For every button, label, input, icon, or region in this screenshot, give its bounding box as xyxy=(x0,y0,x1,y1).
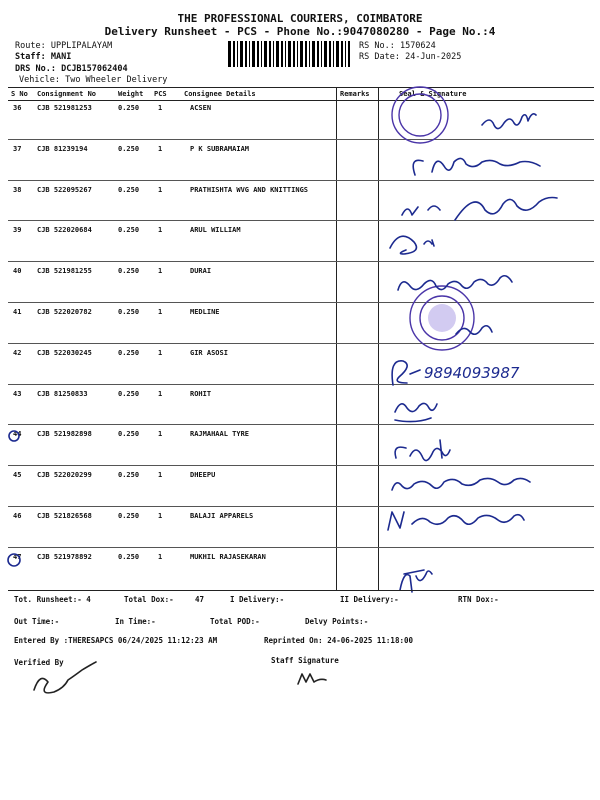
row-pcs: 1 xyxy=(158,104,163,112)
col-remarks: Remarks xyxy=(340,90,370,98)
rs-date-label: RS Date: xyxy=(359,52,400,62)
row-consignee: GIR ASOSI xyxy=(190,348,228,357)
row-consignee: ARUL WILLIAM xyxy=(190,226,241,235)
row-pcs: 1 xyxy=(158,389,163,398)
row-weight: 0.250 xyxy=(118,267,140,276)
signature-row-38 xyxy=(402,198,557,221)
row-consignment-no: CJB 81250833 xyxy=(37,389,88,398)
row-weight: 0.250 xyxy=(118,348,140,357)
ii-delivery: II Delivery:- xyxy=(340,595,399,604)
signature-row-44 xyxy=(395,440,450,461)
signature-row-39 xyxy=(390,236,434,254)
row-consignment-no: CJB 522020782 xyxy=(37,308,92,316)
row-weight: 0.250 xyxy=(118,430,140,439)
row-sno: 41 xyxy=(13,308,22,316)
row-sno: 40 xyxy=(13,267,22,276)
row-pcs: 1 xyxy=(158,267,163,276)
drs-value: DCJB157062404 xyxy=(61,64,128,74)
row-sno: 38 xyxy=(13,185,22,194)
col-pcs: PCS xyxy=(154,90,167,98)
row-consignment-no: CJB 521981253 xyxy=(37,104,92,112)
signature-row-37 xyxy=(413,158,540,175)
row-weight: 0.250 xyxy=(118,226,140,235)
signature-row-46 xyxy=(388,512,524,530)
staff-label: Staff: xyxy=(15,52,46,62)
row-pcs: 1 xyxy=(158,430,163,439)
total-dox-label: Total Dox:- xyxy=(124,595,174,604)
row-sno: 42 xyxy=(13,348,22,357)
row-weight: 0.250 xyxy=(118,104,140,112)
row-consignee: PRATHISHTA WVG AND KNITTINGS xyxy=(190,185,309,194)
rs-no-value: 1570624 xyxy=(399,41,436,51)
row-consignee: RAJMAHAAL TYRE xyxy=(190,430,250,439)
signature-row-40 xyxy=(398,276,512,290)
staff-signature: Staff Signature xyxy=(271,656,339,665)
col-consignee: Consignee Details xyxy=(184,90,256,98)
row-consignee: ACSEN xyxy=(190,104,212,112)
tot-runsheet: Tot. Runsheet:- 4 xyxy=(14,595,91,604)
row-pcs: 1 xyxy=(158,552,163,561)
row-consignee: BALAJI APPARELS xyxy=(190,512,254,520)
in-time: In Time:- xyxy=(115,617,156,626)
signature-row-42 xyxy=(392,361,420,385)
row-sno: 47 xyxy=(13,552,22,561)
seal-stamp-icon xyxy=(392,87,448,143)
row-sno: 37 xyxy=(13,144,22,153)
row-consignment-no: CJB 81239194 xyxy=(37,144,88,153)
row-weight: 0.250 xyxy=(118,512,140,520)
staff-value: MANI xyxy=(50,52,72,62)
rs-no-label: RS No.: xyxy=(359,41,395,51)
row-consignment-no: CJB 521978892 xyxy=(37,552,92,561)
handwritten-phone: 9894093987 xyxy=(424,364,520,382)
row-pcs: 1 xyxy=(158,185,163,194)
total-dox-value: 47 xyxy=(195,595,205,604)
row-pcs: 1 xyxy=(158,471,163,480)
row-sno: 44 xyxy=(13,430,22,439)
row-sno: 45 xyxy=(13,471,22,480)
signature-row-45 xyxy=(392,478,530,490)
tick-mark-row-47 xyxy=(8,554,20,566)
staff-signature-mark xyxy=(298,674,326,684)
row-consignment-no: CJB 522030245 xyxy=(37,348,92,357)
col-consignment: Consignment No xyxy=(37,90,97,98)
delvy-points: Delvy Points:- xyxy=(305,617,369,626)
row-consignment-no: CJB 521981255 xyxy=(37,267,92,276)
signature-row-47 xyxy=(400,570,432,592)
row-consignment-no: CJB 521826568 xyxy=(37,512,92,520)
row-consignment-no: CJB 522095267 xyxy=(37,185,92,194)
col-weight: Weight xyxy=(118,90,144,98)
signature-row-36 xyxy=(482,114,536,129)
tick-mark-row-44 xyxy=(9,430,22,441)
route-value: UPPLIPALAYAM xyxy=(50,41,113,51)
row-pcs: 1 xyxy=(158,308,163,316)
verified-by: Verified By xyxy=(14,658,64,667)
row-consignee: ROHIT xyxy=(190,389,212,398)
row-weight: 0.250 xyxy=(118,389,140,398)
col-seal-signature: Seal & Signature xyxy=(399,90,467,98)
reprinted-on: Reprinted On: 24-06-2025 11:18:00 xyxy=(264,636,414,645)
row-sno: 36 xyxy=(13,104,22,112)
i-delivery: I Delivery:- xyxy=(230,595,285,604)
row-pcs: 1 xyxy=(158,144,163,153)
row-pcs: 1 xyxy=(158,226,163,235)
row-sno: 39 xyxy=(13,226,22,235)
row-consignee: P K SUBRAMAIAM xyxy=(190,144,250,153)
row-consignment-no: CJB 521982898 xyxy=(37,430,92,439)
row-pcs: 1 xyxy=(158,348,163,357)
runsheet-subtitle: Delivery Runsheet - PCS - Phone No.:9047080280 - Page No.:4 xyxy=(104,25,496,38)
rs-date-value: 24-Jun-2025 xyxy=(405,52,462,62)
row-weight: 0.250 xyxy=(118,185,140,194)
rtn-dox: RTN Dox:- xyxy=(458,595,499,604)
row-consignee: DURAI xyxy=(190,267,212,276)
company-stamp-icon xyxy=(410,286,474,350)
row-weight: 0.250 xyxy=(118,552,140,561)
route-label: Route: xyxy=(15,41,46,51)
vehicle-label: Vehicle: xyxy=(19,75,60,85)
row-consignee: DHEEPU xyxy=(190,471,216,480)
row-consignee: MEDLINE xyxy=(190,308,220,316)
row-weight: 0.250 xyxy=(118,308,140,316)
entered-by: Entered By :THERESAPCS 06/24/2025 11:12:23 AM xyxy=(14,636,218,645)
row-pcs: 1 xyxy=(158,512,163,520)
total-pod: Total POD:- xyxy=(210,617,260,626)
row-sno: 43 xyxy=(13,389,22,398)
vehicle-value: Two Wheeler Delivery xyxy=(65,75,168,85)
row-weight: 0.250 xyxy=(118,144,140,153)
out-time: Out Time:- xyxy=(14,617,60,626)
col-sno: S No xyxy=(11,90,28,98)
row-sno: 46 xyxy=(13,512,22,520)
table-bottom-border xyxy=(8,590,594,591)
row-consignment-no: CJB 522020684 xyxy=(37,226,92,235)
signature-row-43 xyxy=(395,403,437,421)
row-weight: 0.250 xyxy=(118,471,140,480)
drs-label: DRS No.: xyxy=(15,64,56,74)
company-title: THE PROFESSIONAL COURIERS, COIMBATORE xyxy=(177,12,423,25)
row-consignment-no: CJB 522020299 xyxy=(37,471,92,480)
row-consignee: MUKHIL RAJASEKARAN xyxy=(190,552,266,561)
